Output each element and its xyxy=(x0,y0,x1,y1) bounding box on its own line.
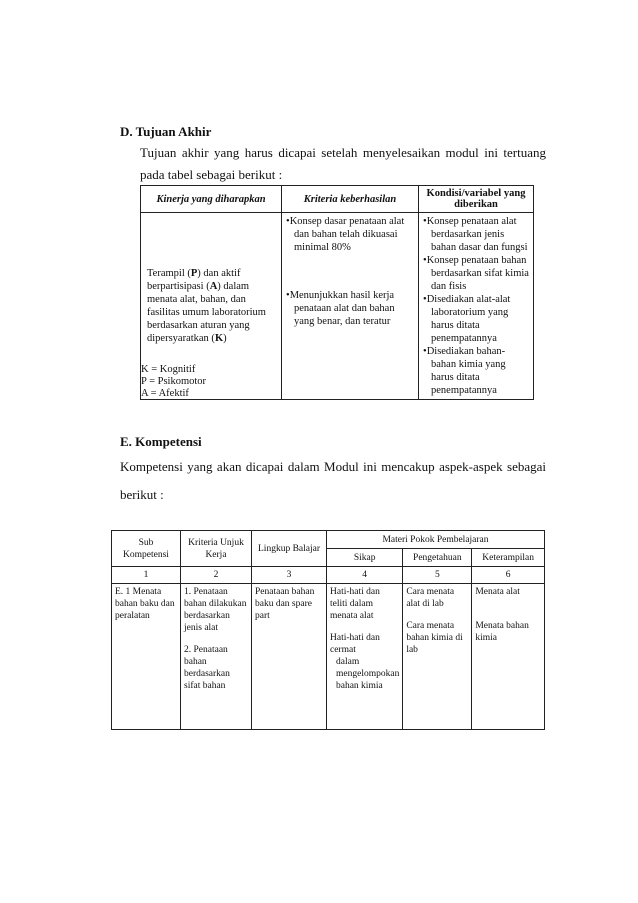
legend-afektif: A = Afektif xyxy=(141,388,189,399)
pengetahuan-item: Cara menata bahan kimia di lab xyxy=(406,621,463,655)
kondisi-item: • Disediakan bahan-bahan kimia yang harus ditata penempatannya xyxy=(423,345,529,397)
legend-kognitif: K = Kognitif xyxy=(141,364,196,375)
kriteria-item: 1. Penataan bahan dilakukan berdasarkan jenis alat xyxy=(184,587,247,633)
kriteria-item: 2. Penataan bahan berdasarkan sifat bahan xyxy=(184,645,230,691)
header-sikap: Sikap xyxy=(327,549,403,567)
pengetahuan-item: Cara menata alat di lab xyxy=(406,587,455,609)
sikap-cell xyxy=(327,584,403,730)
kriteria-cell xyxy=(282,213,419,400)
column-number: 5 xyxy=(403,567,472,584)
header-lingkup-belajar: Lingkup Balajar xyxy=(252,531,327,567)
header-kriteria: Kriteria keberhasilan xyxy=(282,186,419,213)
lingkup-belajar-cell: Penataan bahan baku dan spare part xyxy=(252,584,327,730)
legend-psikomotor: P = Psikomotor xyxy=(141,376,207,387)
column-number: 2 xyxy=(181,567,252,584)
kondisi-item: • Konsep penataan bahan berdasarkan sifat kimia dan fisis xyxy=(423,254,529,293)
kondisi-item: • Konsep penataan alat berdasarkan jenis bahan dasar dan fungsi xyxy=(423,215,529,254)
column-number: 1 xyxy=(112,567,181,584)
header-pengetahuan: Pengetahuan xyxy=(403,549,472,567)
kriteria-unjuk-kerja-cell xyxy=(181,584,252,730)
keterampilan-item: Menata bahan kimia xyxy=(475,621,529,643)
section-d-paragraph-line2: pada tabel sebagai berikut : xyxy=(140,167,283,182)
keterampilan-item: Menata alat xyxy=(475,587,520,597)
header-keterampilan: Keterampilan xyxy=(472,549,545,567)
legend xyxy=(141,364,206,400)
sikap-item: Hati-hati dan cermat xyxy=(330,633,380,655)
kondisi-item: • Disediakan alat-alat laboratorium yang harus ditata penempatannya xyxy=(423,293,529,345)
kriteria-item: • Menunjukkan hasil kerja penataan alat dan bahan yang benar, dan teratur xyxy=(286,289,414,328)
kinerja-cell: Terampil (P) dan aktif berpartisipasi (A) dalam menata alat, bahan, dan fasilitas umum laboratorium berdasarkan aturan yang dipersyaratkan (K) xyxy=(141,213,282,400)
sikap-item: dalam mengelompokan bahan kimia xyxy=(336,657,400,691)
kompetensi-table xyxy=(111,530,545,730)
sikap-item: Hati-hati dan teliti dalam menata alat xyxy=(330,587,380,621)
sub-kompetensi-cell: E. 1 Menata bahan baku dan peralatan xyxy=(112,584,181,730)
column-number: 4 xyxy=(327,567,403,584)
header-sub-kompetensi: Sub Kompetensi xyxy=(112,531,181,567)
pengetahuan-cell xyxy=(403,584,472,730)
header-kondisi: Kondisi/variabel yang diberikan xyxy=(419,186,534,213)
section-e-paragraph-line2: berikut : xyxy=(120,487,164,502)
column-number: 3 xyxy=(252,567,327,584)
header-kriteria-unjuk-kerja: Kriteria Unjuk Kerja xyxy=(181,531,252,567)
header-materi-pokok: Materi Pokok Pembelajaran xyxy=(327,531,545,549)
section-d-heading: D. Tujuan Akhir xyxy=(120,124,212,139)
section-e-heading: E. Kompetensi xyxy=(120,434,202,449)
kondisi-cell xyxy=(419,213,534,400)
kriteria-item: • Konsep dasar penataan alat dan bahan telah dikuasai minimal 80% xyxy=(286,215,414,254)
header-kinerja: Kinerja yang diharapkan xyxy=(141,186,282,213)
section-d-paragraph-line1: Tujuan akhir yang harus dicapai setelah menyelesaikan modul ini tertuang xyxy=(140,145,546,160)
keterampilan-cell xyxy=(472,584,545,730)
section-e-paragraph-line1: Kompetensi yang akan dicapai dalam Modul ini mencakup aspek-aspek sebagai xyxy=(120,459,546,474)
column-number: 6 xyxy=(472,567,545,584)
